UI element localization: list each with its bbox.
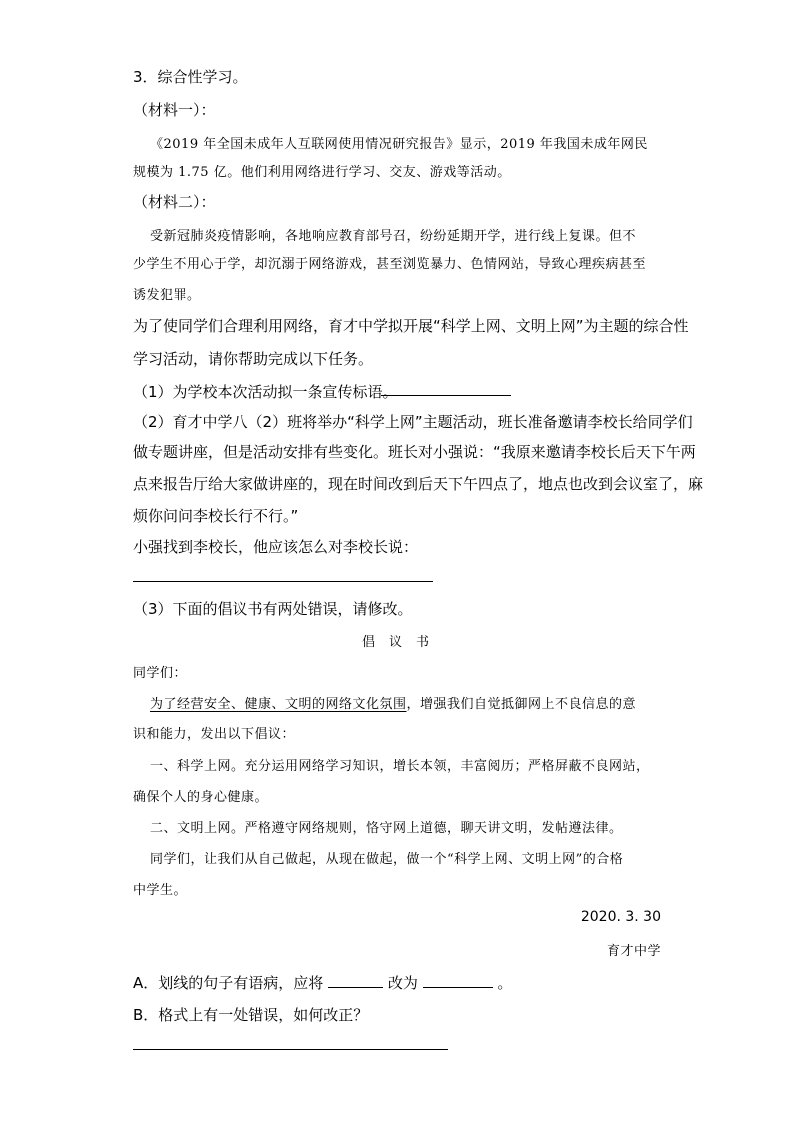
underlined-sentence: 为了经营安全、健康、文明的网络文化氛围 (150, 697, 407, 712)
material2-line3: 诱发犯罪。 (133, 288, 201, 303)
proposal-date: 2020. 3. 30 (580, 909, 661, 925)
question2-line5: 小强找到李校长，他应该怎么对李校长说： (133, 538, 419, 556)
question-a-blank-1[interactable] (328, 973, 383, 988)
question-b: B．格式上有一处错误，如何改正？ (133, 1006, 369, 1024)
proposal-greeting: 同学们： (133, 666, 188, 681)
proposal-item1-line1: 一、科学上网。充分运用网络学习知识，增长本领，丰富阅历；严格屏蔽不良网站， (150, 759, 650, 774)
material1-line1: 《2019 年全国未成年人互联网使用情况研究报告》显示，2019 年我国未成年网民 (150, 137, 648, 152)
proposal-paragraph1-rest: ，增强我们自觉抵御网上不良信息的意 (406, 697, 637, 712)
material2-label: （材料二）： (133, 193, 216, 211)
question-a-suffix: 。 (497, 974, 513, 992)
intro-line1: 为了使同学们合理利用网络，育才中学拟开展“科学上网、文明上网”为主题的综合性 (133, 317, 689, 335)
proposal-item2: 二、文明上网。严格遵守网络规则，恪守网上道德，聊天讲文明，发帖遵法律。 (150, 821, 623, 836)
proposal-title: 倡 议 书 (362, 635, 430, 650)
material1-line2: 规模为 1.75 亿。他们利用网络进行学习、交友、游戏等活动。 (133, 165, 511, 180)
proposal-closing-line2: 中学生。 (133, 883, 188, 898)
question2-line3: 点来报告厅给大家做讲座的，现在时间改到后天下午四点了，地点也改到会议室了，麻 (133, 475, 704, 493)
question3-text: （3）下面的倡议书有两处错误，请修改。 (133, 600, 413, 618)
question2-line2: 做专题讲座，但是活动安排有些变化。班长对小强说：“我原来邀请李校长后天下午两 (133, 443, 696, 461)
section-heading: 3．综合性学习。 (133, 68, 248, 86)
proposal-closing-line1: 同学们，让我们从自己做起，从现在做起，做一个“科学上网、文明上网”的合格 (150, 852, 624, 867)
material2-line1: 受新冠肺炎疫情影响，各地响应教育部号召，纷纷延期开学，进行线上复课。但不 (150, 229, 637, 244)
proposal-signature: 育才中学 (606, 944, 661, 959)
question-a (133, 972, 512, 993)
question2-line1: （2）育才中学八（2）班将举办“科学上网”主题活动，班长准备邀请李校长给同学们 (133, 413, 693, 431)
material1-label: （材料一）： (133, 101, 216, 119)
question1-answer-line[interactable] (381, 395, 511, 396)
question2-line4: 烦你问问李校长行不行。” (133, 507, 299, 525)
question-b-answer-line[interactable] (133, 1049, 448, 1050)
question-a-prefix: A．划线的句子有语病，应将 (133, 974, 324, 992)
question2-answer-line[interactable] (133, 581, 433, 582)
material2-line2: 少学生不用心于学，却沉溺于网络游戏，甚至浏览暴力、色情网站，导致心理疾病甚至 (133, 257, 647, 272)
question-a-middle: 改为 (387, 974, 418, 992)
question-a-blank-2[interactable] (423, 973, 493, 988)
question1-text: （1）为学校本次活动拟一条宣传标语。 (133, 383, 398, 401)
proposal-paragraph1 (150, 693, 636, 712)
proposal-paragraph1-line2: 识和能力，发出以下倡议： (133, 727, 296, 742)
intro-line2: 学习活动，请你帮助完成以下任务。 (133, 350, 374, 368)
proposal-item1-line2: 确保个人的身心健康。 (133, 790, 269, 805)
